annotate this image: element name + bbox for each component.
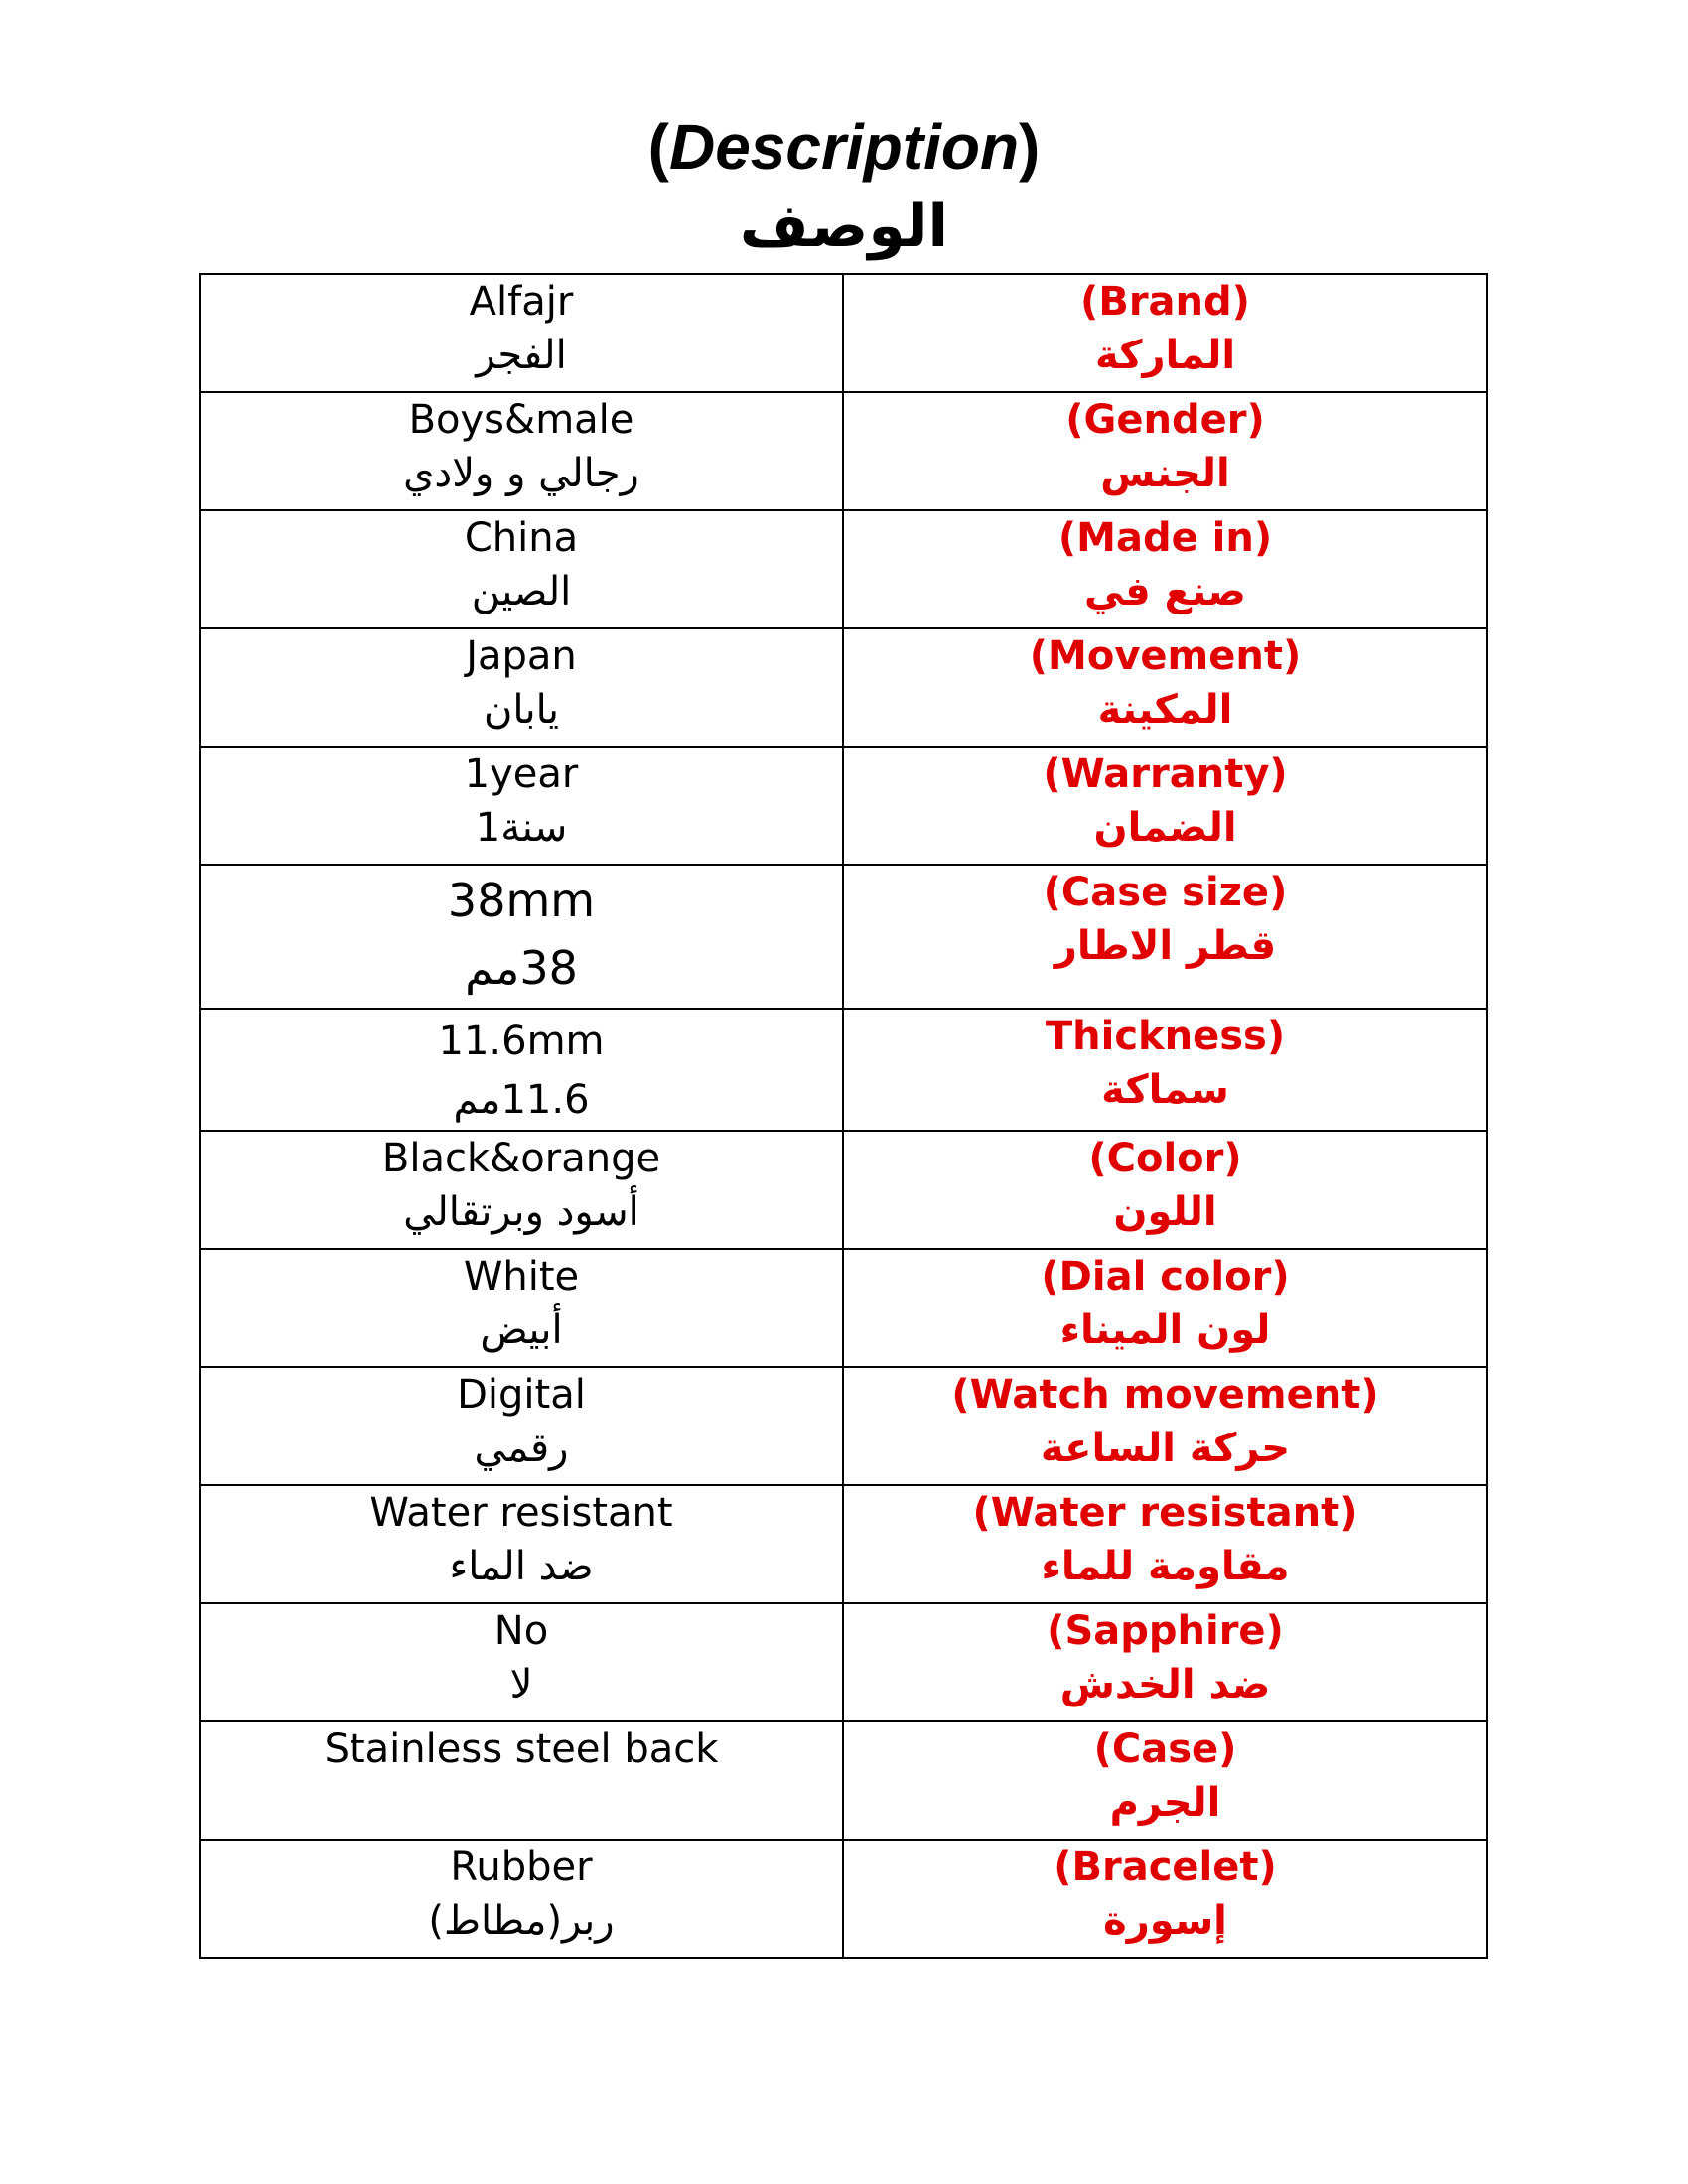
key-english: (Watch movement) — [951, 1372, 1379, 1418]
key-english: (Dial color) — [1041, 1254, 1290, 1299]
value-arabic: 38مم — [465, 941, 578, 995]
value-english: Rubber — [450, 1844, 593, 1890]
value-arabic: رقمي — [474, 1426, 569, 1471]
table-row-warranty — [200, 747, 1487, 865]
table-row-dial-color — [200, 1249, 1487, 1367]
title-english — [0, 107, 1688, 187]
value-cell — [200, 1840, 843, 1958]
key-cell — [843, 1131, 1487, 1249]
key-arabic: الجنس — [1100, 451, 1230, 496]
table-row-color — [200, 1131, 1487, 1249]
key-cell — [843, 1367, 1487, 1485]
value-english: China — [464, 515, 579, 561]
key-arabic: سماكة — [1101, 1067, 1229, 1113]
key-english: (Sapphire) — [1047, 1608, 1284, 1654]
key-cell — [843, 510, 1487, 628]
key-cell — [843, 747, 1487, 865]
value-english: Alfajr — [469, 279, 574, 325]
value-cell — [200, 1249, 843, 1367]
key-english: (Case) — [1093, 1726, 1237, 1772]
key-cell — [843, 1840, 1487, 1958]
key-english: Thickness) — [1045, 1014, 1286, 1059]
key-english: (Made in) — [1057, 515, 1273, 561]
key-arabic: الماركة — [1094, 333, 1236, 378]
value-english: Digital — [457, 1372, 586, 1418]
value-arabic: أبيض — [480, 1307, 563, 1353]
key-cell — [843, 274, 1487, 392]
document-title — [0, 107, 1688, 266]
value-arabic: 11.6مم — [453, 1077, 590, 1123]
value-arabic: يابان — [483, 687, 559, 733]
value-cell — [200, 1603, 843, 1721]
key-arabic: الضمان — [1093, 805, 1237, 851]
key-english: (Case size) — [1043, 870, 1288, 915]
table-row-case-size — [200, 865, 1487, 1009]
key-arabic: مقاومة للماء — [1041, 1544, 1290, 1589]
key-cell — [843, 1485, 1487, 1603]
key-english: (Water resistant) — [972, 1490, 1358, 1536]
value-english: Boys&male — [408, 397, 634, 443]
value-arabic: الصين — [471, 569, 572, 614]
key-arabic: لون الميناء — [1059, 1307, 1271, 1353]
key-cell — [843, 1249, 1487, 1367]
table-row-case — [200, 1721, 1487, 1840]
key-arabic: المكينة — [1097, 687, 1233, 733]
key-cell — [843, 865, 1487, 1009]
value-arabic: سنة1 — [475, 805, 568, 851]
value-english: No — [493, 1608, 549, 1654]
key-cell — [843, 392, 1487, 510]
value-english: Japan — [466, 633, 577, 679]
key-arabic: اللون — [1113, 1189, 1217, 1235]
value-english: 38mm — [447, 874, 596, 927]
table-row-watch-movement — [200, 1367, 1487, 1485]
value-cell — [200, 628, 843, 747]
key-arabic: حركة الساعة — [1040, 1426, 1291, 1471]
key-cell — [843, 1721, 1487, 1840]
value-english: Stainless steel back — [324, 1726, 719, 1772]
table-row-movement — [200, 628, 1487, 747]
value-english: Water resistant — [369, 1490, 673, 1536]
value-arabic — [201, 1776, 842, 1830]
key-english: (Color) — [1088, 1136, 1242, 1181]
value-cell — [200, 1367, 843, 1485]
title-arabic: الوصف — [739, 192, 949, 261]
value-cell — [200, 747, 843, 865]
key-cell — [843, 628, 1487, 747]
value-arabic: رجالي و ولادي — [403, 451, 639, 496]
table-row-thickness — [200, 1009, 1487, 1131]
value-cell — [200, 510, 843, 628]
key-english: (Gender) — [1065, 397, 1265, 443]
title-english-word: Description — [668, 111, 1020, 183]
value-cell — [200, 1721, 843, 1840]
key-arabic: صنع في — [1084, 569, 1246, 614]
value-cell — [200, 274, 843, 392]
table-row-gender — [200, 392, 1487, 510]
key-arabic: إسورة — [1103, 1898, 1227, 1944]
value-english: Black&orange — [381, 1136, 661, 1181]
key-cell — [843, 1009, 1487, 1131]
title-close-paren: ) — [1019, 111, 1041, 183]
value-english: White — [463, 1254, 580, 1299]
value-cell — [200, 392, 843, 510]
value-arabic: لا — [509, 1662, 533, 1707]
title-open-paren: ( — [647, 111, 669, 183]
key-arabic: ضد الخدش — [1059, 1662, 1271, 1707]
value-arabic: ربر(مطاط) — [428, 1898, 615, 1944]
key-english: (Bracelet) — [1054, 1844, 1277, 1890]
table-row-bracelet — [200, 1840, 1487, 1958]
value-arabic: الفجر — [476, 333, 567, 378]
value-english: 1year — [464, 751, 579, 797]
key-english: (Movement) — [1029, 633, 1302, 679]
table-row-made-in — [200, 510, 1487, 628]
value-cell — [200, 1009, 843, 1131]
table-row-water-resistant — [200, 1485, 1487, 1603]
key-cell — [843, 1603, 1487, 1721]
table-row-brand — [200, 274, 1487, 392]
value-cell — [200, 865, 843, 1009]
key-english: (Warranty) — [1043, 751, 1288, 797]
specification-table — [199, 273, 1488, 1959]
key-arabic: قطر الاطار — [1054, 923, 1277, 969]
table-row-sapphire — [200, 1603, 1487, 1721]
key-english: (Brand) — [1080, 279, 1250, 325]
value-cell — [200, 1131, 843, 1249]
value-arabic: أسود وبرتقالي — [403, 1189, 639, 1235]
value-arabic: ضد الماء — [449, 1544, 594, 1589]
value-cell — [200, 1485, 843, 1603]
value-english: 11.6mm — [438, 1019, 605, 1064]
key-arabic: الجرم — [1109, 1780, 1221, 1826]
